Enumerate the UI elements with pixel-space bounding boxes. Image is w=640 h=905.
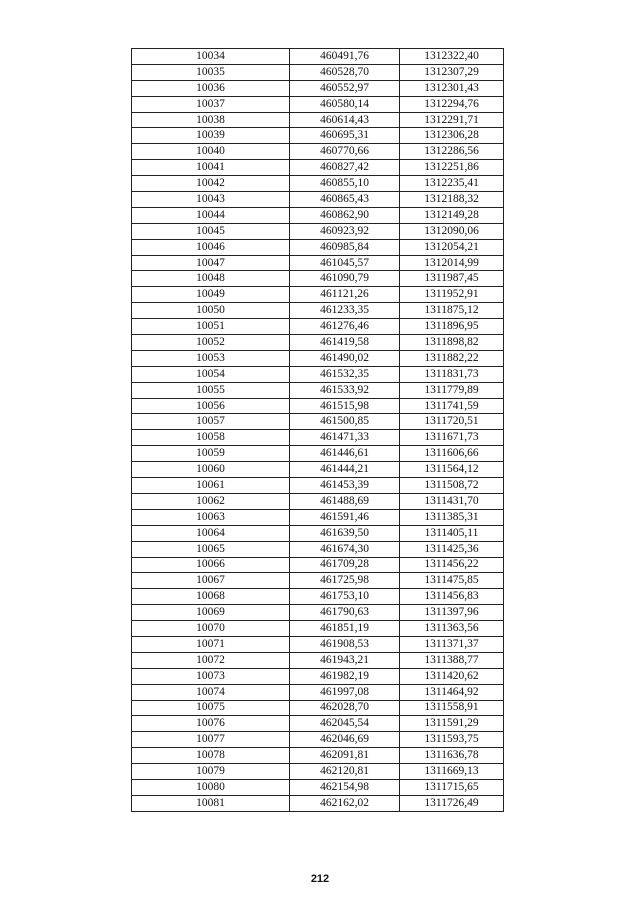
table-row [132,478,504,494]
point-number-cell: 10040 [132,144,290,160]
x-coordinate-cell: 462046,69 [290,732,400,748]
point-number-cell: 10068 [132,589,290,605]
x-coordinate-cell: 461090,79 [290,271,400,287]
x-coordinate-cell: 460695,31 [290,128,400,144]
table-row [132,80,504,96]
table-row [132,112,504,128]
y-coordinate-cell: 1311882,22 [400,350,504,366]
point-number-cell: 10074 [132,684,290,700]
y-coordinate-cell: 1311831,73 [400,366,504,382]
y-coordinate-cell: 1312188,32 [400,192,504,208]
table-row [132,462,504,478]
point-number-cell: 10069 [132,605,290,621]
x-coordinate-cell: 461725,98 [290,573,400,589]
table-row [132,160,504,176]
table-row [132,589,504,605]
y-coordinate-cell: 1311475,85 [400,573,504,589]
x-coordinate-cell: 462045,54 [290,716,400,732]
point-number-cell: 10066 [132,557,290,573]
y-coordinate-cell: 1312149,28 [400,207,504,223]
point-number-cell: 10046 [132,239,290,255]
x-coordinate-cell: 461908,53 [290,636,400,652]
x-coordinate-cell: 462028,70 [290,700,400,716]
x-coordinate-cell: 461045,57 [290,255,400,271]
point-number-cell: 10052 [132,335,290,351]
y-coordinate-cell: 1311987,45 [400,271,504,287]
x-coordinate-cell: 460614,43 [290,112,400,128]
point-number-cell: 10072 [132,652,290,668]
x-coordinate-cell: 461533,92 [290,382,400,398]
y-coordinate-cell: 1311456,22 [400,557,504,573]
x-coordinate-cell: 460528,70 [290,64,400,80]
coordinates-table [131,48,504,812]
x-coordinate-cell: 460923,92 [290,223,400,239]
point-number-cell: 10065 [132,541,290,557]
x-coordinate-cell: 461446,61 [290,446,400,462]
point-number-cell: 10043 [132,192,290,208]
x-coordinate-cell: 461490,02 [290,350,400,366]
point-number-cell: 10064 [132,525,290,541]
y-coordinate-cell: 1312294,76 [400,96,504,112]
table-row [132,96,504,112]
table-row [132,684,504,700]
table-row [132,430,504,446]
y-coordinate-cell: 1311606,66 [400,446,504,462]
table-row [132,414,504,430]
y-coordinate-cell: 1311779,89 [400,382,504,398]
x-coordinate-cell: 461515,98 [290,398,400,414]
x-coordinate-cell: 461488,69 [290,493,400,509]
x-coordinate-cell: 461943,21 [290,652,400,668]
x-coordinate-cell: 461982,19 [290,668,400,684]
y-coordinate-cell: 1311371,37 [400,636,504,652]
point-number-cell: 10067 [132,573,290,589]
y-coordinate-cell: 1312286,56 [400,144,504,160]
x-coordinate-cell: 461444,21 [290,462,400,478]
table-row [132,605,504,621]
point-number-cell: 10070 [132,621,290,637]
y-coordinate-cell: 1311425,36 [400,541,504,557]
point-number-cell: 10036 [132,80,290,96]
table-row [132,144,504,160]
table-row [132,732,504,748]
x-coordinate-cell: 460865,43 [290,192,400,208]
point-number-cell: 10039 [132,128,290,144]
table-row [132,493,504,509]
table-row [132,335,504,351]
table-row [132,382,504,398]
point-number-cell: 10078 [132,748,290,764]
x-coordinate-cell: 460985,84 [290,239,400,255]
point-number-cell: 10076 [132,716,290,732]
table-row [132,716,504,732]
x-coordinate-cell: 461233,35 [290,303,400,319]
y-coordinate-cell: 1311720,51 [400,414,504,430]
table-row [132,700,504,716]
y-coordinate-cell: 1311898,82 [400,335,504,351]
table-row [132,223,504,239]
table-row [132,366,504,382]
point-number-cell: 10061 [132,478,290,494]
table-row [132,207,504,223]
x-coordinate-cell: 461121,26 [290,287,400,303]
y-coordinate-cell: 1311508,72 [400,478,504,494]
y-coordinate-cell: 1312291,71 [400,112,504,128]
point-number-cell: 10034 [132,49,290,65]
point-number-cell: 10045 [132,223,290,239]
point-number-cell: 10042 [132,176,290,192]
point-number-cell: 10077 [132,732,290,748]
y-coordinate-cell: 1311431,70 [400,493,504,509]
y-coordinate-cell: 1311741,59 [400,398,504,414]
x-coordinate-cell: 461453,39 [290,478,400,494]
table-row [132,287,504,303]
x-coordinate-cell: 461709,28 [290,557,400,573]
y-coordinate-cell: 1311591,29 [400,716,504,732]
y-coordinate-cell: 1312306,28 [400,128,504,144]
x-coordinate-cell: 461500,85 [290,414,400,430]
table-row [132,350,504,366]
table-row [132,652,504,668]
point-number-cell: 10037 [132,96,290,112]
y-coordinate-cell: 1311420,62 [400,668,504,684]
y-coordinate-cell: 1312014,99 [400,255,504,271]
point-number-cell: 10049 [132,287,290,303]
x-coordinate-cell: 461639,50 [290,525,400,541]
table-row [132,271,504,287]
point-number-cell: 10062 [132,493,290,509]
point-number-cell: 10051 [132,319,290,335]
y-coordinate-cell: 1311456,83 [400,589,504,605]
x-coordinate-cell: 460862,90 [290,207,400,223]
y-coordinate-cell: 1311636,78 [400,748,504,764]
y-coordinate-cell: 1311875,12 [400,303,504,319]
table-row [132,636,504,652]
table-row [132,128,504,144]
table-row [132,398,504,414]
table-row [132,748,504,764]
table-row [132,779,504,795]
x-coordinate-cell: 460770,66 [290,144,400,160]
x-coordinate-cell: 461674,30 [290,541,400,557]
table-row [132,525,504,541]
point-number-cell: 10079 [132,764,290,780]
point-number-cell: 10041 [132,160,290,176]
point-number-cell: 10057 [132,414,290,430]
x-coordinate-cell: 460491,76 [290,49,400,65]
table-row [132,64,504,80]
table-row [132,255,504,271]
point-number-cell: 10063 [132,509,290,525]
y-coordinate-cell: 1311896,95 [400,319,504,335]
table-row [132,795,504,811]
y-coordinate-cell: 1311726,49 [400,795,504,811]
y-coordinate-cell: 1311715,65 [400,779,504,795]
y-coordinate-cell: 1312307,29 [400,64,504,80]
x-coordinate-cell: 461276,46 [290,319,400,335]
y-coordinate-cell: 1312235,41 [400,176,504,192]
point-number-cell: 10058 [132,430,290,446]
x-coordinate-cell: 462162,02 [290,795,400,811]
y-coordinate-cell: 1311671,73 [400,430,504,446]
table-row [132,509,504,525]
x-coordinate-cell: 460827,42 [290,160,400,176]
y-coordinate-cell: 1311593,75 [400,732,504,748]
y-coordinate-cell: 1311405,11 [400,525,504,541]
point-number-cell: 10081 [132,795,290,811]
point-number-cell: 10047 [132,255,290,271]
x-coordinate-cell: 461471,33 [290,430,400,446]
point-number-cell: 10054 [132,366,290,382]
y-coordinate-cell: 1311669,13 [400,764,504,780]
table-row [132,319,504,335]
y-coordinate-cell: 1311464,92 [400,684,504,700]
x-coordinate-cell: 460855,10 [290,176,400,192]
point-number-cell: 10050 [132,303,290,319]
y-coordinate-cell: 1312322,40 [400,49,504,65]
y-coordinate-cell: 1312054,21 [400,239,504,255]
table-row [132,621,504,637]
point-number-cell: 10048 [132,271,290,287]
point-number-cell: 10038 [132,112,290,128]
table-row [132,764,504,780]
table-row [132,192,504,208]
y-coordinate-cell: 1311363,56 [400,621,504,637]
coordinates-table-body [132,49,504,812]
x-coordinate-cell: 461532,35 [290,366,400,382]
point-number-cell: 10059 [132,446,290,462]
table-row [132,446,504,462]
y-coordinate-cell: 1311952,91 [400,287,504,303]
table-row [132,239,504,255]
point-number-cell: 10055 [132,382,290,398]
x-coordinate-cell: 460552,97 [290,80,400,96]
table-row [132,668,504,684]
y-coordinate-cell: 1311564,12 [400,462,504,478]
x-coordinate-cell: 461753,10 [290,589,400,605]
table-row [132,573,504,589]
x-coordinate-cell: 462091,81 [290,748,400,764]
point-number-cell: 10056 [132,398,290,414]
x-coordinate-cell: 461790,63 [290,605,400,621]
y-coordinate-cell: 1311397,96 [400,605,504,621]
table-row [132,49,504,65]
y-coordinate-cell: 1311385,31 [400,509,504,525]
point-number-cell: 10071 [132,636,290,652]
point-number-cell: 10035 [132,64,290,80]
x-coordinate-cell: 461851,19 [290,621,400,637]
x-coordinate-cell: 460580,14 [290,96,400,112]
x-coordinate-cell: 462154,98 [290,779,400,795]
x-coordinate-cell: 461997,08 [290,684,400,700]
point-number-cell: 10073 [132,668,290,684]
x-coordinate-cell: 462120,81 [290,764,400,780]
table-row [132,557,504,573]
y-coordinate-cell: 1312090,06 [400,223,504,239]
table-row [132,303,504,319]
point-number-cell: 10080 [132,779,290,795]
y-coordinate-cell: 1311558,91 [400,700,504,716]
x-coordinate-cell: 461419,58 [290,335,400,351]
point-number-cell: 10075 [132,700,290,716]
point-number-cell: 10060 [132,462,290,478]
x-coordinate-cell: 461591,46 [290,509,400,525]
point-number-cell: 10053 [132,350,290,366]
table-row [132,176,504,192]
y-coordinate-cell: 1312251,86 [400,160,504,176]
y-coordinate-cell: 1311388,77 [400,652,504,668]
page-number: 212 [310,873,330,885]
y-coordinate-cell: 1312301,43 [400,80,504,96]
point-number-cell: 10044 [132,207,290,223]
table-row [132,541,504,557]
